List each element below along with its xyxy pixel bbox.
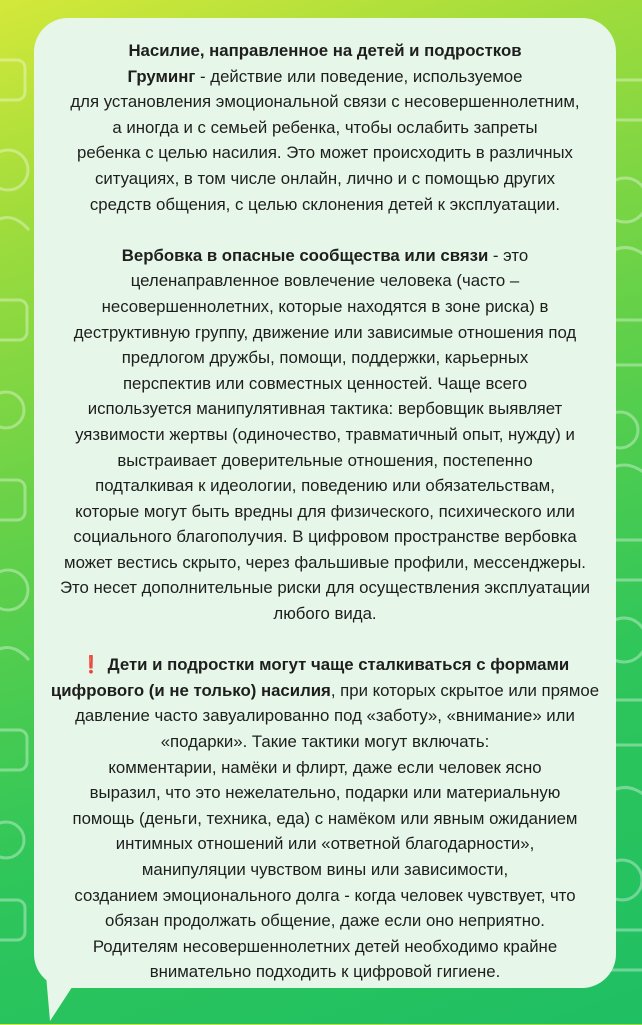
term-grooming: Груминг (127, 66, 196, 86)
section-recruitment: Вербовка в опасные сообщества или связи - это целенаправленное вовлечение человека (часто – несовершеннолетних, которые находятся в зоне риска) в деструктивную группу, движение или зависимые отношения под предлогом дружбы, помощи, поддержки, карьерных перспектив или совместных ценностей. Чаще всего используется манипулятивная тактика: вербовщик выявляет уязвимости жертвы (одиночество, травматичный опыт, нужду) и выстраивает доверительные отношения, постепенно подталкивая к идеологии, поведению или обязательствам, которые могут быть вредны для физического, психического или социального благополучия. В цифровом пространстве вербовка может вестись скрыто, через фальшивые профили, мессенджеры. Это несет дополнительные риски для осуществления эксплуатации любого вида. (59, 245, 591, 624)
info-card (34, 18, 616, 988)
warning-bold-term: цифрового (и не только) насилия (50, 680, 331, 700)
section-digital-violence: ❗ Дети и подростки могут чаще сталкиваться с формами цифрового (и не только) насилия, при которых скрытое или прямое давление часто завуалированно под «заботу», «внимание» или «подарки». Такие тактики могут включать: комментарии, намёки и флирт, даже если человек ясно выразил, что это нежелательно, подарки или материальную помощь (деньги, техника, еда) с намёком или явным ожиданием интимных отношений или «ответной благодарности», манипуляции чувством вины или зависимости, созданием эмоционального долга - когда человек чувствует, что обязан продолжать общение, даже если оно неприятно. Родителям несовершеннолетних детей необходимо крайне внимательно подходить к цифровой гигиене. (50, 655, 600, 982)
exclamation-icon: ❗ (80, 655, 102, 675)
section-grooming: Насилие, направленное на детей и подростков Груминг - действие или поведение, используемое для установления эмоциональной связи с несовершеннолетним, а иногда и с семьей ребенка, чтобы ослабить запреты ребенка с целью насилия. Это может происходить в различных ситуациях, в том числе онлайн, лично и с помощью других средств общения, с целью склонения детей к эксплуатации. (70, 41, 580, 214)
term-recruitment: Вербовка в опасные сообщества или связи (121, 245, 489, 265)
warning-bold-line: Дети и подростки могут чаще сталкиваться с формами (107, 655, 570, 675)
section-heading: Насилие, направленное на детей и подростков (128, 41, 522, 60)
